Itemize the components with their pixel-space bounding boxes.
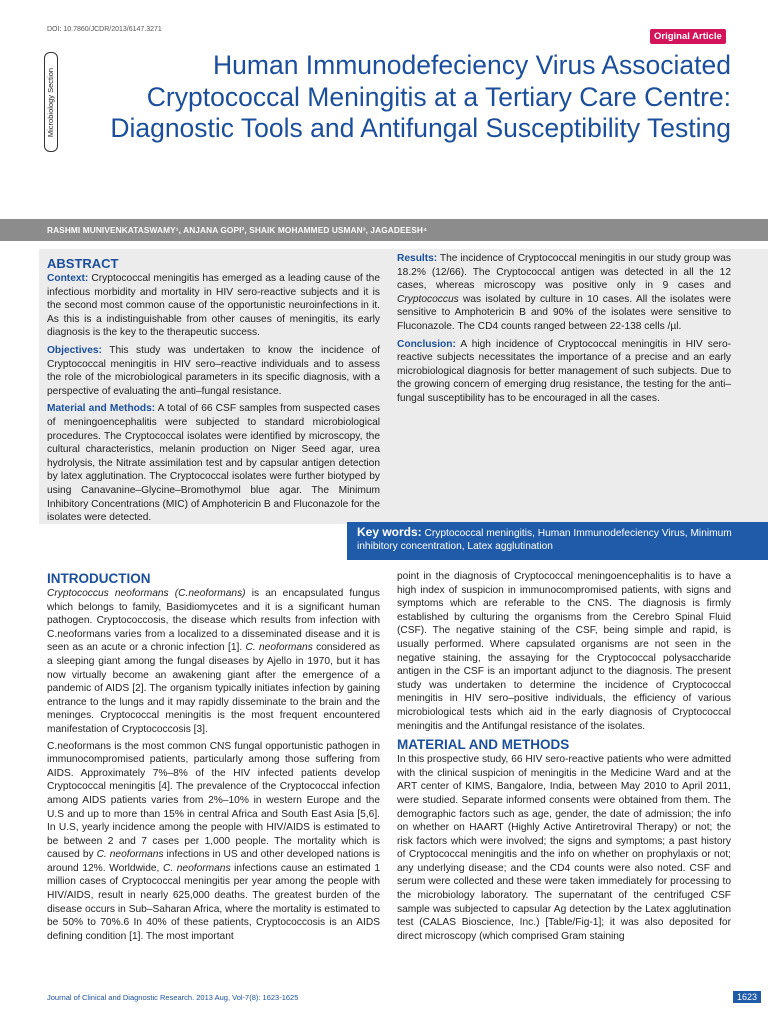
- journal-footer: Journal of Clinical and Diagnostic Research. 2013 Aug, Vol-7(8): 1623-1625: [47, 993, 299, 1002]
- abstract-objectives: Objectives: This study was undertaken to know the incidence of Cryptococcal meningitis in HIV sero–reactive individuals and to assess the role of the microbiological parameters in its specific diagnosis, with a perspective of evaluating the anti–fungal resistance.: [47, 344, 380, 397]
- introduction-paragraph-1: Cryptococcus neoformans (C.neoformans) is an encapsulated fungus which belongs to family, Basidiomycetes and it is a significant human pathogen. Cryptococcosis, the disease which results from infection with C.neoformans varies from a localized to a disseminated disease and it is seen as an acute or a chronic infection [1]. C. neoformans considered as a sleeping giant among the fungal diseases by Ajello in 1970, but it has now virtually become an awakening giant after the emergence of a pandemic of AIDS [2]. The organism typically initiates infection by gaining entrance to the lungs and it may rapidly disseminate to the brain and the meninges. Cryptococcal meningitis is the most frequent encountered manifestation of Cryptococcosis [3].: [47, 588, 380, 735]
- introduction-paragraph-3: point in the diagnosis of Cryptococcal meningoencephalitis is to have a high index of suspicion in immunocompromised patients, with signs and symptoms which are referable to the CNS. The diagnosis is firmly established by culturing the organisms from the Cerebro Spinal Fluid (CSF). The negative staining of the CSF, being simple and rapid, is usually performed. Where capsulated organisms are not seen in the negative staining, the assaying for the Cryptococcal polysaccharide antigen in the CSF is an important adjunct to the diagnosis. The present study was undertaken to determine the incidence of Cryptococcal meningitis in HIV sero–positive individuals, the efficiency of various microbiological tests which aid in the early diagnosis of Cryptococcal meningitis and the Antifungal resistance of the isolates.: [397, 571, 731, 732]
- abstract-right-column: [397, 252, 731, 410]
- section-label: Microbiology Section: [46, 67, 56, 137]
- abstract-heading: ABSTRACT: [47, 256, 119, 271]
- methods-heading: MATERIAL AND METHODS: [397, 737, 570, 753]
- article-title: Human Immunodefeciency Virus Associated Cryptococcal Meningitis at a Tertiary Care Centre: Diagnostic Tools and Antifungal Susceptibility Testing: [110, 50, 731, 143]
- introduction-heading: INTRODUCTION: [47, 571, 151, 586]
- methods-paragraph-1: In this prospective study, 66 HIV sero-reactive patients who were admitted with the clinical suspicion of meningitis in the Medicine Ward and at the ART center of KIMS, Bangalore, India, between May 2010 to April 2011, were studied. Separate informed consents were obtained from them. The demographic factors such as age, gender, the date of admission; the info on whether on HAART (Highly Active Antiretroviral Therapy) or not; the risk factors which were involved; the signs and symptoms; a past history of Cryptococcal meningitis and the info on whether on prophylaxis or not; any underlying disease; and the CD4 counts were also noted. CSF and serum were collected and these were taken immediately for processing to the microbiology laboratory. The supernatant of the centrifuged CSF sample was subjected to capsular Ag detection by the Latex agglutination test (CALAS Bioscience, Inc.) [Table/Fig-1]; it was also deposited for direct microscopy (which comprised Gram staining: [397, 754, 731, 942]
- abstract-left-column: [47, 256, 380, 529]
- keywords-box: [347, 522, 768, 560]
- authors: RASHMI MUNIVENKATASWAMY¹, ANJANA GOPI², SHAIK MOHAMMED USMAN³, JAGADEESH⁴: [47, 225, 428, 235]
- abstract-context: Context: Cryptococcal meningitis has emerged as a leading cause of the infectious morbidity and mortality in HIV sero-reactive subjects and it is the second most common cause of the opportunistic neuroinfections in it. As this is a indistinguishable from other causes of meningitis, its early diagnosis is the key to the therapeutic success.: [47, 273, 380, 339]
- abstract-methods: Material and Methods: A total of 66 CSF samples from suspected cases of meningoencephalitis were subjected to standard microbiological procedures. The Cryptococcal isolates were identified by microscopy, the cultural characteristics, melanin production on Niger Seed agar, urea hydrolysis, the Nitrate assimilation test and by capsular antigen detection by latex agglutination. The Cryptococcal isolates were further biotyped by using Canavanine–Glycine–Bromothymol blue agar. The Minimum Inhibitory Concentrations (MIC) of Amphotericin B and Fluconazole for the isolates were detected.: [47, 403, 381, 524]
- section-tab: [44, 52, 58, 152]
- abstract-results: Results: The incidence of Cryptococcal meningitis in our study group was 18.2% (12/66). The Cryptococcal antigen was detected in all the 12 cases, whereas microscopy was positive only in 9 cases and Cryptococcus was isolated by culture in 10 cases. All the isolates were sensitive to Amphotericin B and 90% of the isolates were sensitive to Fluconazole. The CD4 counts ranged between 22-138 cells /µl.: [397, 253, 731, 332]
- keywords-label: Key words:: [357, 525, 422, 539]
- body-left-column: [47, 570, 380, 946]
- doi: DOI: 10.7860/JCDR/2013/6147.3271: [47, 26, 162, 33]
- abstract-conclusion: Conclusion: A high incidence of Cryptococcal meningitis in HIV sero-reactive subjects necessitates the importance of a precise and an early microbiological diagnosis for better management of such subjects. Due to the growing concern of emerging drug resistance, the testing for the anti–fungal susceptibility has to be encouraged in all the cases.: [397, 338, 731, 404]
- authors-bar: [0, 219, 768, 241]
- introduction-paragraph-2: C.neoformans is the most common CNS fungal opportunistic pathogen in immunocompromised patients, particularly among those suffering from AIDS. Approximately 7%–8% of the HIV infected patients develop Cryptococcal meningitis [4]. The prevalence of the Cryptococcal infection among AIDS patients varies from 2%–10% in western Europe and the U.S and up to more than 15% in central Africa and South East Asia [5,6]. In U.S, yearly incidence among the people with HIV/AIDS is estimated to be between 2 and 7 cases per 1,000 people. The mortality which is caused by C. neoformans infections in US and other developed nations is around 12%. Worldwide, C. neoformans infections cause an estimated 1 million cases of Cryptococcal meningitis per year among the people with HIV/AIDS, result in nearly 625,000 deaths. The greatest burden of the disease occurs in Sub–Saharan Africa, where the mortality is estimated to be 50% to 70%.6 In 40% of these patients, Cryptococcosis is an AIDS defining condition [1]. The most important: [47, 740, 380, 942]
- body-right-column: [397, 570, 731, 946]
- page-number: 1623: [733, 991, 761, 1003]
- keywords-text: Cryptococcal meningitis, Human Immunodefeciency Virus, Minimum inhibitory concentration, Latex agglutination: [357, 528, 732, 552]
- article-type-badge: Original Article: [650, 29, 726, 44]
